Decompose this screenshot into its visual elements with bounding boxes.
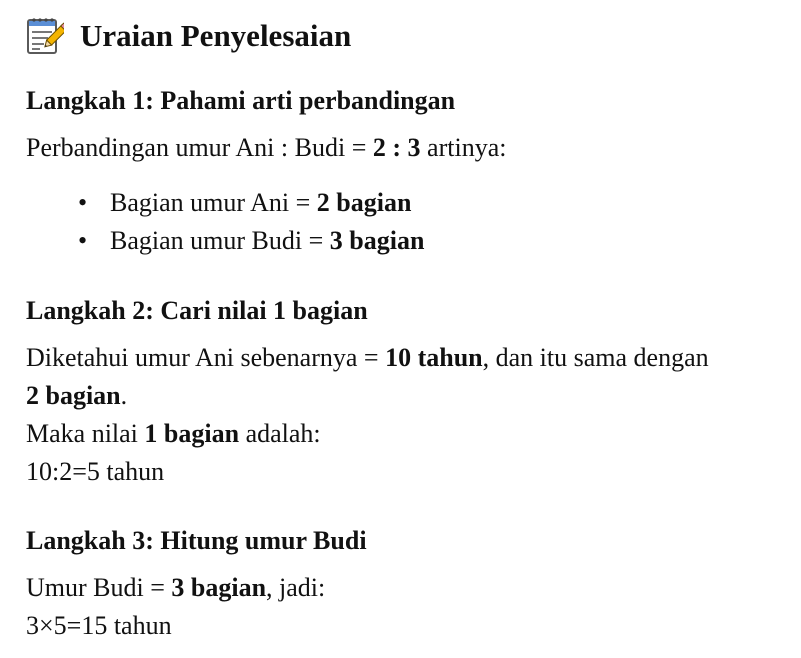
step2-heading: Langkah 2: Cari nilai 1 bagian	[26, 296, 368, 325]
bullet-bold: 3 bagian	[329, 226, 425, 255]
step1-intro	[26, 129, 506, 167]
step3-line1-bold: 3 bagian	[171, 573, 267, 602]
step3-line1	[26, 569, 325, 607]
step2-line2-bold: 2 bagian	[26, 381, 121, 410]
title-row	[26, 14, 351, 58]
step2-line2-post: .	[120, 381, 128, 410]
step2-result: 10:2=5 tahun	[26, 457, 165, 486]
step2-line1-pre: Diketahui umur Ani sebenarnya =	[26, 343, 386, 372]
step3-result: 3×5=15 tahun	[26, 611, 172, 640]
step2-line1-post: , dan itu sama dengan	[482, 343, 709, 372]
step2-line3-post: adalah:	[239, 419, 321, 448]
step2-line3	[26, 415, 321, 453]
step1-intro-post: artinya:	[420, 133, 507, 162]
bullet-bold: 2 bagian	[316, 188, 412, 217]
list-item	[78, 222, 425, 260]
bullet-icon: •	[78, 226, 88, 255]
step2-line1-bold: 10 tahun	[385, 343, 483, 372]
memo-icon	[26, 16, 64, 56]
page-title: Uraian Penyelesaian	[80, 18, 352, 53]
step1-intro-pre: Perbandingan umur Ani : Budi =	[26, 133, 373, 162]
list-item	[78, 184, 412, 222]
step2-line3-bold: 1 bagian	[144, 419, 240, 448]
bullet-text: Bagian umur Ani =	[110, 188, 317, 217]
step2-line1	[26, 339, 709, 377]
step3-line1-pre: Umur Budi =	[26, 573, 172, 602]
bullet-icon: •	[78, 188, 88, 217]
step3-line1-post: , jadi:	[266, 573, 326, 602]
step1-heading: Langkah 1: Pahami arti perbandingan	[26, 86, 456, 115]
step1-intro-ratio: 2 : 3	[372, 133, 421, 162]
step2-line2	[26, 377, 127, 415]
step3-heading: Langkah 3: Hitung umur Budi	[26, 526, 367, 555]
bullet-text: Bagian umur Budi =	[110, 226, 330, 255]
step2-line3-pre: Maka nilai	[26, 419, 145, 448]
